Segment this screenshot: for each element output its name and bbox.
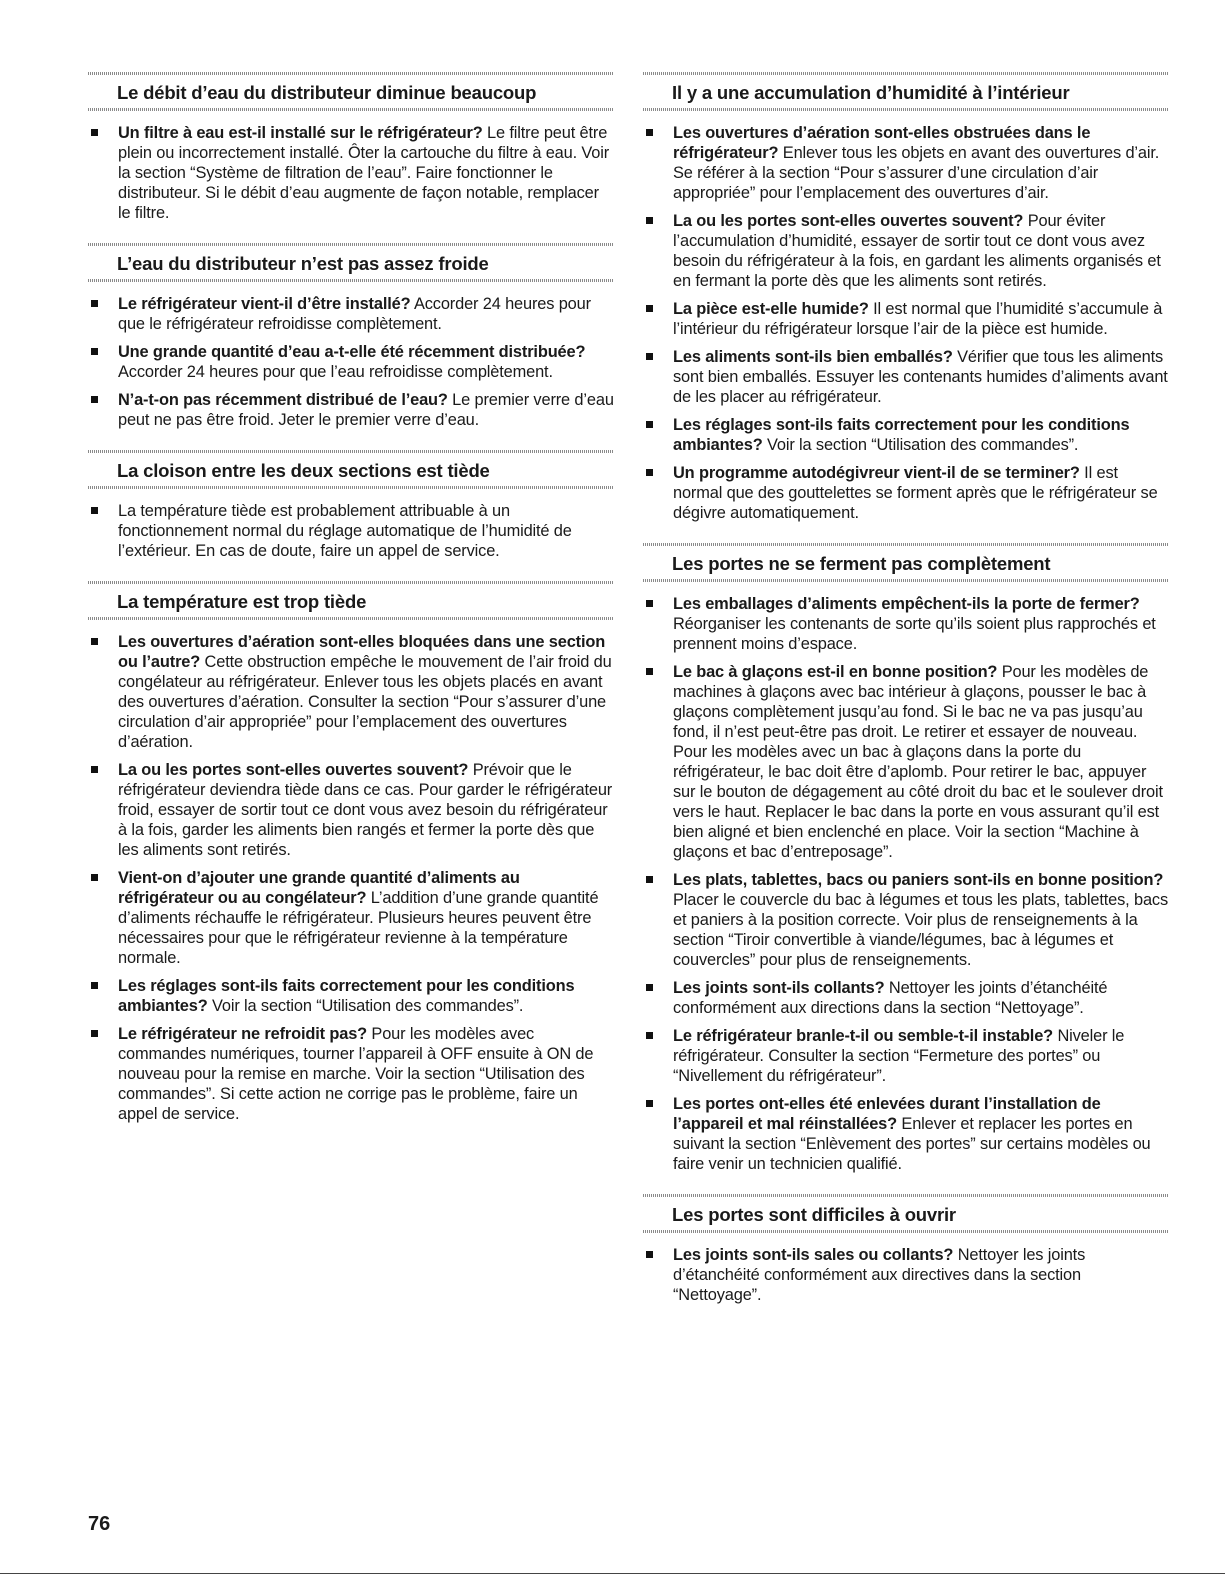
list-item	[88, 760, 614, 860]
item-list	[643, 123, 1169, 523]
list-item	[643, 123, 1169, 203]
item-question: Les réglages sont-ils faits correctement pour les conditions ambiantes?	[118, 977, 575, 1015]
square-bullet-icon	[646, 668, 653, 675]
item-question: Les aliments sont-ils bien emballés?	[673, 348, 953, 366]
troubleshooting-section	[88, 581, 614, 1124]
section-title: Les portes ne se ferment pas complètement	[672, 553, 1051, 574]
item-list	[643, 594, 1169, 1174]
page-number: 76	[88, 1513, 111, 1535]
list-item	[88, 123, 614, 223]
item-question: Le réfrigérateur ne refroidit pas?	[118, 1025, 368, 1043]
square-bullet-icon	[646, 217, 653, 224]
square-bullet-icon	[91, 1030, 98, 1037]
section-title: La température est trop tiède	[117, 591, 367, 612]
item-text: Cette obstruction empêche le mouvement de l’air froid du congélateur au réfrigérateur. Enlever tous les objets placés en avant des ouvertures d’aération. Consulter la section “Pour s’assurer d’une circulation d’air appropriée” pour l’emplacement des ouvertures d’aération.	[118, 653, 612, 751]
item-text: Réorganiser les contenants de sorte qu’ils soient plus rapprochés et prennent moins d’espace.	[673, 615, 1156, 653]
item-list	[88, 501, 614, 561]
item-question: Le bac à glaçons est-il en bonne position?	[673, 663, 998, 681]
section-header	[88, 581, 614, 620]
item-list	[643, 1245, 1169, 1305]
square-bullet-icon	[646, 421, 653, 428]
list-item	[643, 415, 1169, 455]
item-text: Le filtre peut être plein ou incorrectement installé. Ôter la cartouche du filtre à eau. Voir la section “Système de filtration de l’eau”. Faire fonctionner le distributeur. Si le débit d’eau augmente de façon notable, remplacer le filtre.	[118, 124, 610, 222]
item-text: Prévoir que le réfrigérateur deviendra tiède dans ce cas. Pour garder le réfrigérateur froid, essayer de sortir tout ce dont vous avez besoin du réfrigérateur à la fois, garder les aliments bien rangés et fermer la porte dès que les aliments sont retirés.	[118, 761, 613, 859]
list-item	[88, 342, 614, 382]
item-text: Placer le couvercle du bac à légumes et tous les plats, tablettes, bacs et paniers à la position correcte. Voir plus de renseignements à la section “Tiroir convertible à viande/légumes, bac à légumes et couvercles” pour plus de renseignements.	[673, 891, 1169, 969]
bottom-rule	[0, 1573, 1225, 1574]
list-item	[88, 976, 614, 1016]
list-item	[88, 294, 614, 334]
item-text: Il est normal que l’humidité s’accumule à l’intérieur du réfrigérateur lorsque l’air de la pièce est humide.	[673, 300, 1163, 338]
item-text: Accorder 24 heures pour que l’eau refroidisse complètement.	[118, 363, 553, 381]
item-text: Vérifier que tous les aliments sont bien emballés. Essuyer les contenants humides d’aliments avant de les placer au réfrigérateur.	[673, 348, 1168, 406]
item-question: La pièce est-elle humide?	[673, 300, 869, 318]
item-text: Pour les modèles avec commandes numériques, tourner l’appareil à OFF ensuite à ON de nouveau pour la remise en marche. Voir la section “Utilisation des commandes”. Si cette action ne corrige pas le problème, faire un appel de service.	[118, 1025, 594, 1123]
item-question: Le réfrigérateur vient-il d’être installé?	[118, 295, 411, 313]
right-column	[643, 72, 1169, 1325]
square-bullet-icon	[91, 129, 98, 136]
list-item	[88, 390, 614, 430]
item-text: Nettoyer les joints d’étanchéité conformément aux directions dans la section “Nettoyage”.	[673, 979, 1108, 1017]
item-question: Les ouvertures d’aération sont-elles obstruées dans le réfrigérateur?	[673, 124, 1091, 162]
section-header	[88, 243, 614, 282]
list-item	[88, 632, 614, 752]
item-list	[88, 123, 614, 223]
list-item	[643, 1094, 1169, 1174]
item-question: Les emballages d’aliments empêchent-ils la porte de fermer?	[673, 595, 1140, 613]
square-bullet-icon	[91, 507, 98, 514]
section-header	[643, 1194, 1169, 1233]
square-bullet-icon	[646, 1100, 653, 1107]
list-item	[643, 870, 1169, 970]
section-title: Les portes sont difficiles à ouvrir	[672, 1204, 956, 1225]
troubleshooting-section	[643, 543, 1169, 1174]
troubleshooting-section	[88, 450, 614, 561]
square-bullet-icon	[646, 984, 653, 991]
item-question: Un filtre à eau est-il installé sur le réfrigérateur?	[118, 124, 483, 142]
item-text: Voir la section “Utilisation des commandes”.	[762, 436, 1079, 454]
item-question: Les joints sont-ils collants?	[673, 979, 885, 997]
list-item	[643, 299, 1169, 339]
square-bullet-icon	[91, 300, 98, 307]
section-title: Le débit d’eau du distributeur diminue beaucoup	[117, 82, 537, 103]
square-bullet-icon	[91, 348, 98, 355]
item-list	[88, 294, 614, 430]
item-question: Les plats, tablettes, bacs ou paniers sont-ils en bonne position?	[673, 871, 1164, 889]
item-text: Enlever tous les objets en avant des ouvertures d’air. Se référer à la section “Pour s’assurer d’une circulation d’air appropriée” pour l’emplacement des ouvertures d’air.	[673, 144, 1160, 202]
left-column	[88, 72, 614, 1144]
square-bullet-icon	[646, 129, 653, 136]
item-text: Nettoyer les joints d’étanchéité conformément aux directives dans la section “Nettoyage”.	[673, 1246, 1086, 1304]
list-item	[643, 1026, 1169, 1086]
square-bullet-icon	[91, 638, 98, 645]
item-question: Les portes ont-elles été enlevées durant l’installation de l’appareil et mal réinstallées?	[673, 1095, 1101, 1133]
list-item	[643, 594, 1169, 654]
item-text: Pour les modèles de machines à glaçons avec bac intérieur à glaçons, pousser le bac à glaçons complètement jusqu’au fond. Si le bac ne va pas jusqu’au fond, il n’est peut-être pas droit. Le retirer et essayer de nouveau. Pour les modèles avec un bac à glaçons dans la porte du réfrigérateur, le bac doit être d’aplomb. Pour retirer le bac, appuyer sur le bouton de dégagement au côté droit du bac et le soulever droit vers le haut. Replacer le bac dans la porte en vous assurant qu’il est bien aligné et bien enclenché en place. Voir la section “Machine à glaçons et bac d’entreposage”.	[673, 663, 1163, 861]
troubleshooting-section	[643, 72, 1169, 523]
item-question: La ou les portes sont-elles ouvertes souvent?	[673, 212, 1024, 230]
square-bullet-icon	[646, 353, 653, 360]
square-bullet-icon	[646, 600, 653, 607]
troubleshooting-section	[643, 1194, 1169, 1305]
square-bullet-icon	[646, 1251, 653, 1258]
troubleshooting-section	[88, 72, 614, 223]
item-text: Enlever et replacer les portes en suivant la section “Enlèvement des portes” sur certains modèles ou faire venir un technicien qualifié.	[673, 1115, 1151, 1173]
item-text: Le premier verre d’eau peut ne pas être froid. Jeter le premier verre d’eau.	[118, 391, 614, 429]
item-question: La ou les portes sont-elles ouvertes souvent?	[118, 761, 469, 779]
square-bullet-icon	[91, 766, 98, 773]
item-question: Les ouvertures d’aération sont-elles bloquées dans une section ou l’autre?	[118, 633, 606, 671]
item-text: Accorder 24 heures pour que le réfrigérateur refroidisse complètement.	[118, 295, 591, 333]
item-text: L’addition d’une grande quantité d’aliments réchauffe le réfrigérateur. Plusieurs heures peuvent être nécessaires pour que le réfrigérateur revienne à la température normale.	[118, 889, 599, 967]
list-item	[643, 978, 1169, 1018]
item-question: Les réglages sont-ils faits correctement pour les conditions ambiantes?	[673, 416, 1130, 454]
square-bullet-icon	[646, 469, 653, 476]
item-question: Une grande quantité d’eau a-t-elle été récemment distribuée?	[118, 343, 586, 361]
item-text: Niveler le réfrigérateur. Consulter la section “Fermeture des portes” ou “Nivellement du réfrigérateur”.	[673, 1027, 1125, 1085]
list-item	[88, 868, 614, 968]
square-bullet-icon	[91, 874, 98, 881]
section-header	[643, 543, 1169, 582]
list-item	[643, 1245, 1169, 1305]
section-title: L’eau du distributeur n’est pas assez froide	[117, 253, 489, 274]
square-bullet-icon	[646, 305, 653, 312]
list-item	[88, 501, 614, 561]
item-text: Pour éviter l’accumulation d’humidité, essayer de sortir tout ce dont vous avez besoin du réfrigérateur à la fois, en gardant les aliments organisés et en fermant la porte dès que les aliments sont retirés.	[673, 212, 1161, 290]
section-header	[643, 72, 1169, 111]
item-question: N’a-t-on pas récemment distribué de l’eau?	[118, 391, 448, 409]
item-text: Il est normal que des gouttelettes se forment après que le réfrigérateur se dégivre automatiquement.	[673, 464, 1158, 522]
square-bullet-icon	[91, 982, 98, 989]
section-header	[88, 72, 614, 111]
troubleshooting-section	[88, 243, 614, 430]
item-list	[88, 632, 614, 1124]
square-bullet-icon	[646, 1032, 653, 1039]
section-title: Il y a une accumulation d’humidité à l’intérieur	[672, 82, 1070, 103]
section-header	[88, 450, 614, 489]
item-question: Vient-on d’ajouter une grande quantité d’aliments au réfrigérateur ou au congélateur?	[118, 869, 520, 907]
item-question: Un programme autodégivreur vient-il de se terminer?	[673, 464, 1080, 482]
item-question: Le réfrigérateur branle-t-il ou semble-t-il instable?	[673, 1027, 1054, 1045]
square-bullet-icon	[646, 876, 653, 883]
section-title: La cloison entre les deux sections est tiède	[117, 460, 490, 481]
list-item	[643, 211, 1169, 291]
list-item	[88, 1024, 614, 1124]
item-text: La température tiède est probablement attribuable à un fonctionnement normal du réglage automatique de l’humidité de l’extérieur. En cas de doute, faire un appel de service.	[118, 502, 572, 560]
list-item	[643, 347, 1169, 407]
item-text: Voir la section “Utilisation des commandes”.	[207, 997, 524, 1015]
list-item	[643, 463, 1169, 523]
square-bullet-icon	[91, 396, 98, 403]
item-question: Les joints sont-ils sales ou collants?	[673, 1246, 954, 1264]
list-item	[643, 662, 1169, 862]
